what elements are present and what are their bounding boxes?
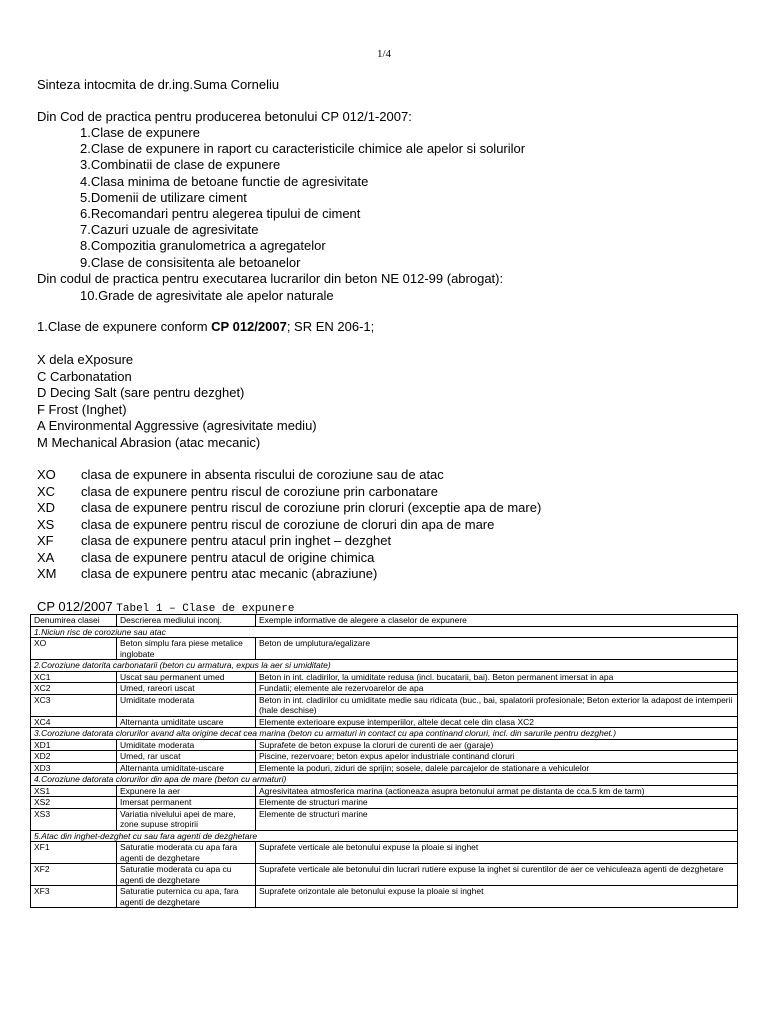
cell-class: XS1 [31,785,117,797]
cell-examples: Suprafete de beton expuse la cloruri de curenti de aer (garaje) [256,739,738,751]
contents-item: 3.Combinatii de clase de expunere [80,157,281,173]
exposure-class-item [37,467,541,484]
table-section-row [31,626,738,638]
contents-list [80,125,525,271]
cell-examples: Suprafete orizontale ale betonului expuse la ploaie si inghet [256,886,738,908]
abbreviation-list [37,352,317,451]
table-row [31,886,738,908]
table-section-row [31,728,738,740]
cell-environment: Alternanta umiditate-uscare [117,762,256,774]
cell-examples: Beton in int. cladirilor, la umiditate redusa (incl. bucatarii, bai). Beton permanent imersat in apa [256,671,738,683]
cell-class: XC4 [31,716,117,728]
contents-item: 1.Clase de expunere [80,125,200,140]
cell-class: XD1 [31,739,117,751]
table-row [31,762,738,774]
intro2-line: Din codul de practica pentru executarea lucrarilor din beton NE 012-99 (abrogat): [37,271,504,286]
class-description: clasa de expunere pentru atacul de origine chimica [81,549,375,565]
header-examples: Exemple informative de alegere a claselor de expunere [256,615,738,627]
cell-examples: Elemente la poduri, ziduri de sprijin; sosele, dalele parcajelor de stationare a vehiculelor [256,762,738,774]
exposure-class-item [37,550,541,567]
cell-class: XD2 [31,751,117,763]
table-section-row [31,774,738,786]
section-heading [37,319,374,334]
class-code: XC [37,483,56,499]
table-row [31,842,738,864]
class-code: XO [37,467,56,482]
cell-environment: Umiditate moderata [117,739,256,751]
header-environment: Descrierea mediului inconj. [117,615,256,627]
cell-examples: Elemente de structuri marine [256,808,738,830]
table-row [31,671,738,683]
class-code: XS [37,516,55,532]
class-description: clasa de expunere in absenta riscului de coroziune sau de atac [81,467,444,482]
cell-environment: Variatia nivelului apei de mare, zone supuse stropirii [117,808,256,830]
table-caption [37,599,295,615]
cell-examples: Beton in int. cladirilor cu umiditate medie sau ridicata (buc., bai, spalatorii profesionale; Beton exterior la adapost de intemperii (hale deschise) [256,694,738,716]
table-row [31,864,738,886]
cell-environment: Imersat permanent [117,797,256,809]
cell-class: XO [31,638,117,660]
cell-examples: Elemente de structuri marine [256,797,738,809]
section-heading-prefix: 1.Clase de expunere conform [37,319,212,334]
section-cell: 1.Niciun risc de coroziune sau atac [31,626,738,638]
contents-item: 5.Domenii de utilizare ciment [80,189,247,205]
table-section-row [31,660,738,672]
cell-class: XS3 [31,808,117,830]
class-code: XM [37,566,57,581]
table-row [31,808,738,830]
table-header-row [31,615,738,627]
contents-item: 9.Clase de consisitenta ale betoanelor [80,254,301,270]
abbreviation-item: C Carbonatation [37,368,132,384]
cell-class: XD3 [31,762,117,774]
exposure-class-item [37,566,541,583]
section-cell: 4.Coroziune datorata clorurilor din apa de mare (beton cu armaturi) [31,774,738,786]
cell-class: XC3 [31,694,117,716]
contents-item: 7.Cazuri uzuale de agresivitate [80,222,259,238]
cell-environment: Uscat sau permanent umed [117,671,256,683]
cell-class: XS2 [31,797,117,809]
cell-environment: Saturatie moderata cu apa cu agenti de dezghetare [117,864,256,886]
cell-environment: Saturatie puternica cu apa, fara agenti de dezghetare [117,886,256,908]
cell-examples: Agresivitatea atmosferica marina (actioneaza asupra betonului armat pe distanta de cca.5 km de tarm) [256,785,738,797]
exposure-classes-table [30,614,738,908]
exposure-class-item [37,484,541,501]
exposure-class-list [37,467,541,583]
class-description: clasa de expunere pentru atac mecanic (abraziune) [81,566,378,581]
table-row [31,683,738,695]
abbreviation-item: F Frost (Inghet) [37,401,127,417]
exposure-class-item [37,517,541,534]
table-row [31,716,738,728]
class-description: clasa de expunere pentru riscul de coroziune prin cloruri (exceptie apa de mare) [81,500,542,515]
class-code: XF [37,533,54,548]
cell-examples: Suprafete verticale ale betonului din lucrari rutiere expuse la inghet si curentilor de aer ce vehiculeaza agenti de dezghetare [256,864,738,886]
class-code: XD [37,500,56,515]
section-cell: 2.Coroziune datorita carbonatarii (beton cu armatura, expus la aer si umiditate) [31,660,738,672]
caption-standard: CP 012/2007 [37,599,117,614]
abbreviation-item: A Environmental Aggressive (agresivitate mediu) [37,418,317,433]
cell-class: XC1 [31,671,117,683]
cell-environment: Umiditate moderata [117,694,256,716]
contents-item: 8.Compozitia granulometrica a agregatelor [80,238,326,254]
section-heading-suffix: ; SR EN 206-1; [286,319,375,334]
cell-examples: Elemente exterioare expuse intemperiilor, altele decat cele din clasa XC2 [256,716,738,728]
table-row [31,751,738,763]
abbreviation-item: M Mechanical Abrasion (atac mecanic) [37,434,261,450]
cell-environment: Expunere la aer [117,785,256,797]
page-number: 1/4 [376,48,392,60]
table-row [31,694,738,716]
class-description: clasa de expunere pentru atacul prin inghet – dezghet [81,533,392,548]
cell-environment: Alternanta umiditate uscare [117,716,256,728]
class-code: XA [37,549,55,565]
header-class-name: Denumirea clasei [31,615,117,627]
class-description: clasa de expunere pentru riscul de coroziune de cloruri din apa de mare [81,516,495,532]
intro-line: Din Cod de practica pentru producerea betonului CP 012/1-2007: [37,109,412,124]
section-cell: 5.Atac din inghet-dezghet cu sau fara agenti de dezghetare [31,830,738,842]
table-row [31,797,738,809]
cell-examples: Fundatii; elemente ale rezervoarelor de apa [256,683,738,695]
exposure-class-item [37,500,541,517]
cell-environment: Saturatie moderata cu apa fara agenti de dezghetare [117,842,256,864]
cell-environment: Umed, rar uscat [117,751,256,763]
cell-class: XF3 [31,886,117,908]
contents-item: 6.Recomandari pentru alegerea tipului de ciment [80,206,361,222]
cell-examples: Piscine, rezervoare; beton expus apelor industriale continand cloruri [256,751,738,763]
caption-title: Tabel 1 – Clase de expunere [116,603,295,615]
cell-environment: Umed, rareori uscat [117,683,256,695]
contents-item: 4.Clasa minima de betoane functie de agresivitate [80,173,369,189]
cell-environment: Beton simplu fara piese metalice inglobate [117,638,256,660]
cell-examples: Beton de umplutura/egalizare [256,638,738,660]
table-row [31,785,738,797]
cell-class: XF1 [31,842,117,864]
section-heading-standard: CP 012/2007 [211,319,287,334]
cell-examples: Suprafete verticale ale betonului expuse la ploaie si inghet [256,842,738,864]
abbreviation-item: D Decing Salt (sare pentru dezghet) [37,385,245,400]
contents-item: 10.Grade de agresivitate ale apelor naturale [80,288,334,303]
table-row [31,739,738,751]
contents-item: 2.Clase de expunere in raport cu caracteristicile chimice ale apelor si solurilor [80,141,526,157]
section-cell: 3.Coroziune datorata clorurilor avand alta origine decat cea marina (beton cu armaturi in contact cu apa continand cloruri, incl. din sarurile pentru dezghet.) [31,728,738,740]
table-row [31,638,738,660]
exposure-class-item [37,533,541,550]
cell-class: XF2 [31,864,117,886]
cell-class: XC2 [31,683,117,695]
table-section-row [31,830,738,842]
author-line: Sinteza intocmita de dr.ing.Suma Corneliu [37,77,280,92]
abbreviation-item: X dela eXposure [37,352,134,367]
class-description: clasa de expunere pentru riscul de coroziune prin carbonatare [81,483,438,499]
